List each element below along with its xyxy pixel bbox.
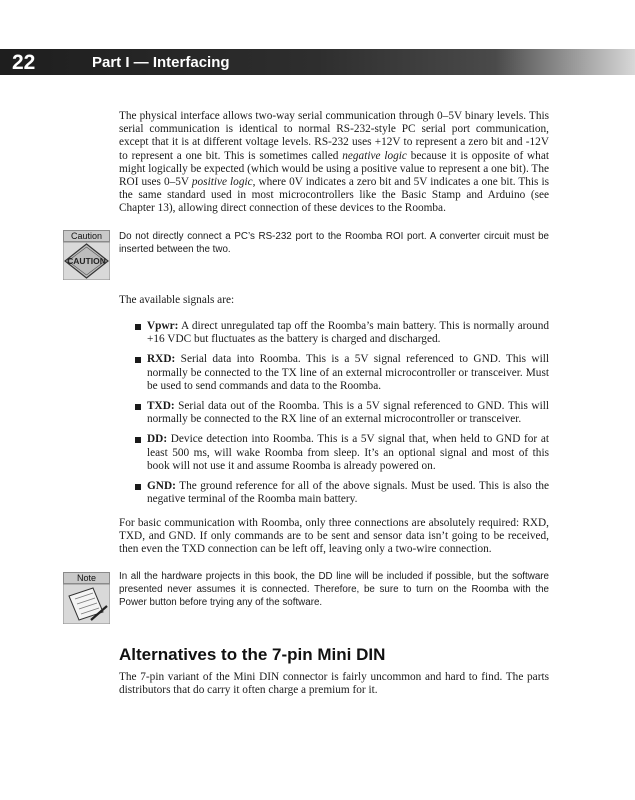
page-number: 22 — [12, 51, 36, 74]
bullet-square-icon — [135, 484, 141, 490]
note-label: Note — [63, 572, 110, 584]
page-header — [0, 49, 635, 75]
bullet-square-icon — [135, 404, 141, 410]
list-item: GND: The ground reference for all of the above signals. Must be used. This is also the negative terminal of the Roomba main battery. — [119, 480, 549, 506]
basic-comm-paragraph: For basic communication with Roomba, only three connections are absolutely required: RXD, TXD, and GND. If only commands are to be sent and sensor data isn’t going to be received, then even the TXD connection can be left off, leaving only a two-wire connection. — [119, 517, 549, 556]
caution-text: Do not directly connect a PC’s RS-232 port to the Roomba ROI port. A converter circuit must be inserted between the two. — [119, 231, 549, 256]
caution-label: Caution — [63, 230, 110, 242]
section-heading: Alternatives to the 7-pin Mini DIN — [119, 645, 386, 664]
list-item: Vpwr: A direct unregulated tap off the Roomba’s main battery. This is normally around +16 VDC but fluctuates as the battery is charged and discharged. — [119, 320, 549, 346]
intro-paragraph: The physical interface allows two-way serial communication through 0–5V binary levels. This serial communication is identical to normal RS-232-style PC serial port communication, except that it is at different voltage levels. RS-232 uses +12V to represent a zero bit and -12V to represent a one bit. This is sometimes called negative logic because it is opposite of what might logically be expected (which would be using a positive value to represent a one bit). The ROI uses 0–5V positive logic, where 0V indicates a zero bit and 5V indicates a one bit. This is the same standard used in most microcontrollers like the Basic Stamp and Arduino (see Chapter 13), allowing direct connection of these devices to the Roomba. — [119, 110, 549, 215]
bullet-square-icon — [135, 437, 141, 443]
term-positive-logic: positive logic — [191, 176, 253, 189]
signals-intro: The available signals are: — [119, 294, 235, 306]
note-pad-icon — [63, 584, 110, 624]
signals-list — [119, 320, 549, 513]
list-item: TXD: Serial data out of the Roomba. This is a 5V signal referenced to GND. This will normally be connected to the RX line of an external microcontroller or transceiver. — [119, 400, 549, 426]
caution-sign-icon — [63, 242, 110, 280]
term-negative-logic: negative logic — [342, 149, 407, 162]
bullet-square-icon — [135, 357, 141, 363]
bullet-square-icon — [135, 324, 141, 330]
list-item: RXD: Serial data into Roomba. This is a 5V signal referenced to GND. This will normally be connected to the TX line of an external microcontroller or transceiver. Must be used to send commands and data to the Roomba. — [119, 353, 549, 393]
note-icon-box — [63, 572, 110, 624]
section-paragraph: The 7-pin variant of the Mini DIN connector is fairly uncommon and hard to find. The parts distributors that do carry it often charge a premium for it. — [119, 671, 549, 697]
caution-sign-text: CAUTION — [67, 256, 106, 266]
part-title: Part I — Interfacing — [92, 54, 230, 71]
note-text: In all the hardware projects in this book, the DD line will be included if possible, but the software presented never assumes it is connected. Therefore, be sure to turn on the Roomba with the Power button before trying any of the software. — [119, 571, 549, 609]
list-item: DD: Device detection into Roomba. This is a 5V signal that, when held to GND for at least 500 ms, will wake Roomba from sleep. It’s an optional signal and most of this book will not use it and assume Roomba is already powered on. — [119, 433, 549, 473]
caution-icon-box — [63, 230, 110, 280]
